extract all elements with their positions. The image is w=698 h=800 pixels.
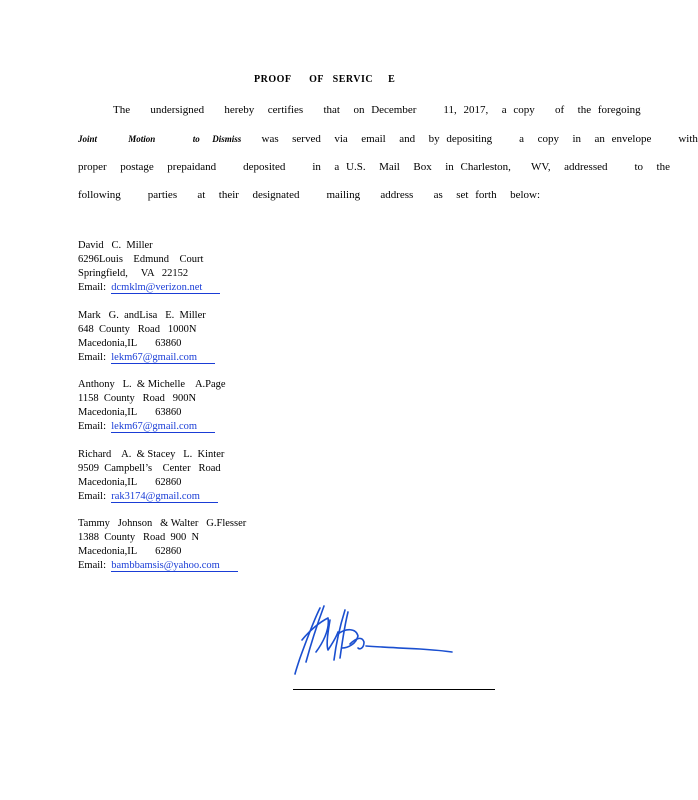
recipient-email-row — [78, 420, 226, 434]
body-text-line-4: following parties at their designated mailing address as set forth below: — [78, 189, 541, 201]
recipient-street: 648 County Road 1000N — [78, 324, 197, 335]
document-title: PROOF OF SERVIC E — [254, 74, 396, 85]
motion-title: Joint Motion to Dismiss — [78, 134, 242, 144]
recipient-block — [78, 517, 246, 573]
recipient-block — [78, 448, 224, 504]
recipient-city: Macedonia,IL 63860 — [78, 338, 182, 349]
email-link[interactable]: lekm67@gmail.com — [111, 352, 215, 364]
email-label: Email: — [78, 421, 112, 432]
recipient-street: 9509 Campbell’s Center Road — [78, 463, 221, 474]
signature-line — [293, 689, 495, 690]
email-label: Email: — [78, 560, 112, 571]
recipient-email-row — [78, 559, 246, 573]
email-link[interactable]: dcmklm@verizon.net — [111, 282, 220, 294]
recipient-name: Anthony L. & Michelle A.Page — [78, 379, 226, 390]
recipient-city: Springfield, VA 22152 — [78, 268, 189, 279]
email-label: Email: — [78, 352, 112, 363]
recipient-name: David C. Miller — [78, 240, 153, 251]
recipient-name: Mark G. andLisa E. Miller — [78, 310, 206, 321]
recipient-street: 6296Louis Edmund Court — [78, 254, 204, 265]
email-link[interactable]: lekm67@gmail.com — [111, 421, 215, 433]
recipient-city: Macedonia,IL 63860 — [78, 407, 182, 418]
recipient-name: Tammy Johnson & Walter G.Flesser — [78, 518, 247, 529]
recipient-block — [78, 239, 220, 295]
recipient-block — [78, 378, 226, 434]
recipient-street: 1388 County Road 900 N — [78, 532, 200, 543]
recipient-email-row — [78, 281, 220, 295]
recipient-city: Macedonia,IL 62860 — [78, 546, 182, 557]
body-text-line-2 — [78, 133, 698, 145]
body-text-line-1: The undersigned hereby certifies that on December 11, 2017, a copy of the foregoing — [113, 104, 641, 116]
handwritten-signature — [290, 600, 470, 680]
email-label: Email: — [78, 282, 112, 293]
recipient-block — [78, 309, 215, 365]
recipient-email-row — [78, 490, 224, 504]
body-text-line-2-rest: was served via email and by depositing a copy in an envelope with — [241, 133, 698, 145]
recipient-email-row — [78, 351, 215, 365]
recipient-name: Richard A. & Stacey L. Kinter — [78, 449, 225, 460]
recipient-city: Macedonia,IL 62860 — [78, 477, 182, 488]
email-link[interactable]: bambbamsis@yahoo.com — [111, 560, 238, 572]
email-link[interactable]: rak3174@gmail.com — [111, 491, 218, 503]
body-text-line-3: proper postage prepaidand deposited in a U.S. Mail Box in Charleston, WV, addressed to the — [78, 161, 670, 173]
recipient-street: 1158 County Road 900N — [78, 393, 197, 404]
email-label: Email: — [78, 491, 112, 502]
